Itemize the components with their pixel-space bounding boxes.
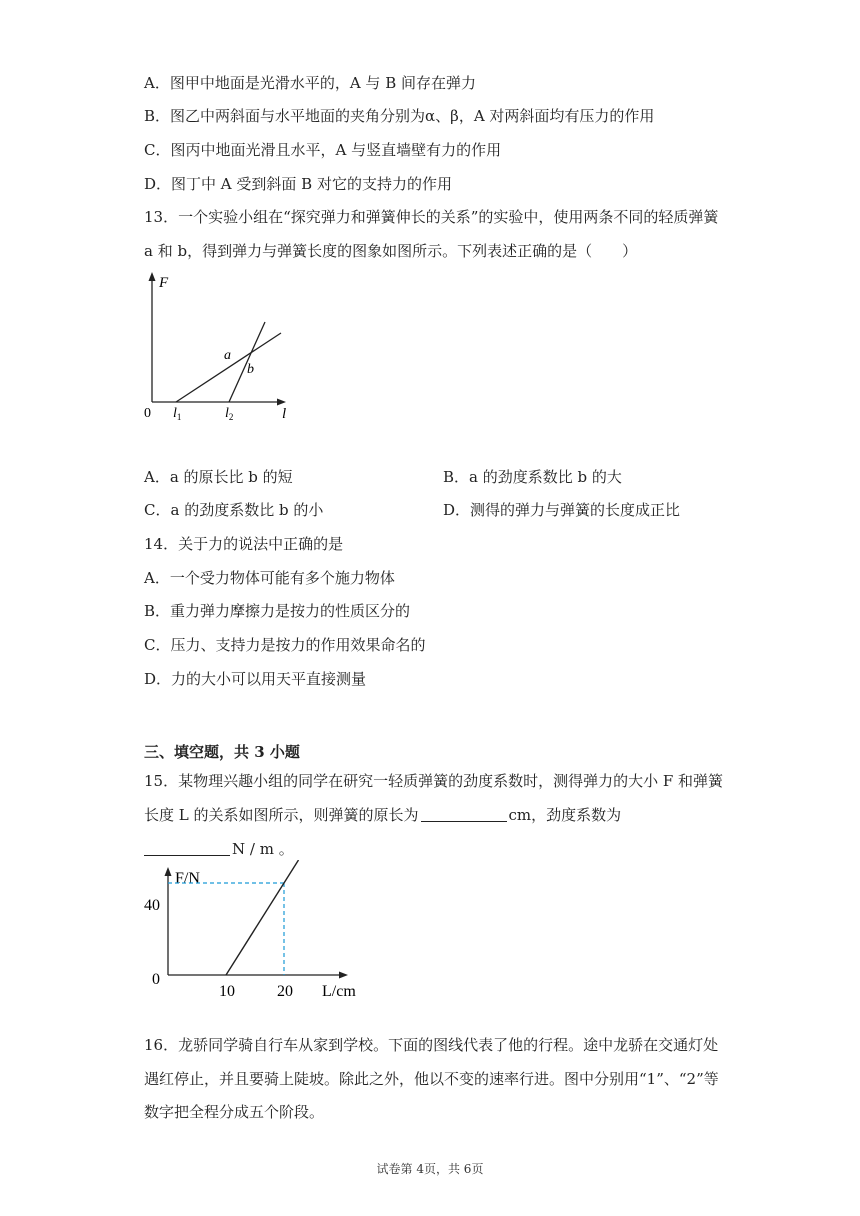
q14-option-c: C．压力、支持力是按力的作用效果命名的 [144,636,426,654]
q16-line2: 遇红停止，并且要骑上陡坡。除此之外，他以不变的速率行进。图中分别用“1”、“2”等 [144,1070,719,1088]
q13-line-a [176,333,281,402]
q16-line1: 16．龙骄同学骑自行车从家到学校。下面的图线代表了他的行程。途中龙骄在交通灯处 [144,1036,719,1054]
q13-stem-line2: a 和 b，得到弹力与弹簧长度的图象如图所示。下列表述正确的是（ ） [144,242,638,260]
q15-line2-text-b: cm，劲度系数为 [508,806,622,824]
q12-option-b: B．图乙中两斜面与水平地面的夹角分别为α、β，A 对两斜面均有压力的作用 [144,107,655,125]
q13-option-a: A．a 的原长比 b 的短 [144,468,293,486]
q15-x-label: L/cm [322,983,356,1000]
q13-y-arrow [149,272,156,281]
q15-line2-text-a: 长度 L 的关系如图所示，则弹簧的原长为 [144,806,419,824]
q15-x-arrow [339,972,348,979]
q13-x-arrow [277,399,286,406]
q13-stem-line1: 13．一个实验小组在“探究弹力和弹簧伸长的关系”的实验中，使用两条不同的轻质弹簧 [144,208,719,226]
q13-option-d: D．测得的弹力与弹簧的长度成正比 [443,501,681,519]
q15-chart [140,860,370,1005]
q15-blank-1[interactable] [421,806,507,822]
q15-y-label: F/N [175,870,200,887]
q15-data-line [226,860,299,975]
q15-y-arrow [165,867,172,876]
q13-line-b-label: b [247,362,254,377]
q14-option-d: D．力的大小可以用天平直接测量 [144,670,367,688]
q14-stem: 14．关于力的说法中正确的是 [144,535,344,553]
q12-option-a: A．图甲中地面是光滑水平的，A 与 B 间存在弹力 [144,74,476,92]
q14-option-b: B．重力弹力摩擦力是按力的性质区分的 [144,602,411,620]
q12-option-c: C．图丙中地面光滑且水平，A 与竖直墙壁有力的作用 [144,141,502,159]
q13-figure [140,268,300,428]
q13-option-c: C．a 的劲度系数比 b 的小 [144,501,324,519]
q15-x-tick-10: 10 [219,983,235,1000]
q13-tick-l1: $l_1$ [173,406,182,422]
q13-y-label: F [159,275,169,291]
q15-blank-2[interactable] [144,840,230,856]
q13-option-b: B．a 的劲度系数比 b 的大 [443,468,622,486]
q15-line1: 15．某物理兴趣小组的同学在研究一轻质弹簧的劲度系数时，测得弹力的大小 F 和弹簧 [144,772,724,790]
section3-title: 三、填空题，共 3 小题 [144,743,300,761]
q13-origin-label: 0 [144,406,151,421]
q13-tick-l2: $l_2$ [225,406,234,422]
q15-line3 [144,839,294,859]
page-footer: 试卷第 4页，共 6页 [376,1162,484,1176]
q15-y-tick-40: 40 [144,897,160,914]
q16-line3: 数字把全程分成五个阶段。 [144,1103,325,1121]
q13-line-a-label: a [224,348,231,363]
q15-origin-label: 0 [152,971,160,988]
q14-option-a: A．一个受力物体可能有多个施力物体 [144,569,395,587]
q15-line3-text: N / m 。 [232,840,294,858]
q13-x-label: l [282,406,287,422]
q12-option-d: D．图丁中 A 受到斜面 B 对它的支持力的作用 [144,175,452,193]
q15-x-tick-20: 20 [277,983,293,1000]
q15-line2 [144,805,621,825]
